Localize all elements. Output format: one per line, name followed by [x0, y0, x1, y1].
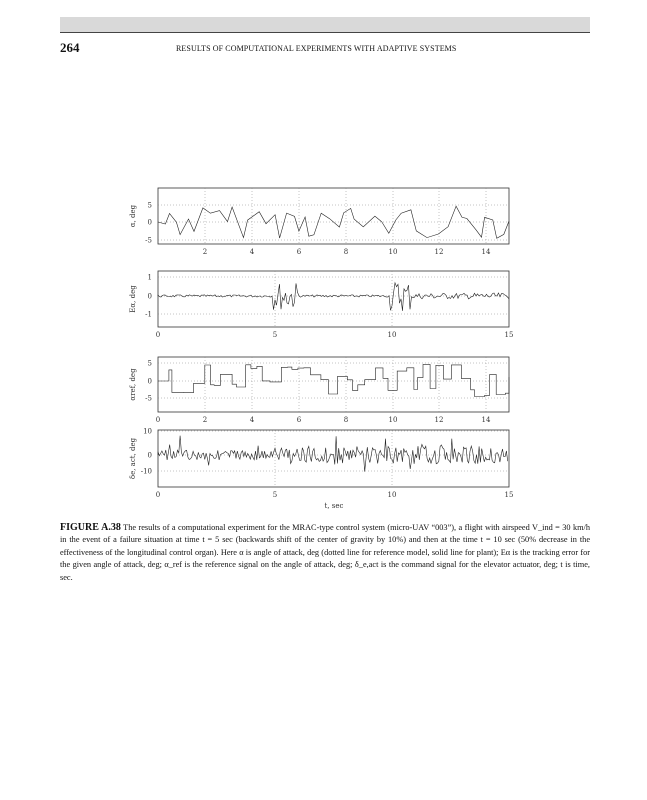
y-tick-label: 0	[147, 377, 152, 386]
x-tick-label: 10	[388, 416, 398, 424]
y-tick-label: 5	[147, 359, 152, 368]
caption-label: FIGURE A.38	[60, 522, 121, 533]
running-head: RESULTS OF COMPUTATIONAL EXPERIMENTS WITH ADAPTIVE SYSTEMS	[176, 44, 457, 53]
x-tick-label: 10	[387, 491, 397, 499]
page-number: 264	[60, 40, 80, 55]
x-tick-label: 10	[387, 331, 397, 339]
x-tick-label: 12	[434, 248, 444, 256]
plot-frame	[158, 271, 509, 327]
signal-trace	[158, 436, 508, 472]
x-tick-label: 5	[272, 331, 278, 339]
x-tick-label: 4	[249, 248, 255, 256]
x-tick-label: 6	[296, 248, 302, 256]
y-tick-label: 0	[147, 292, 152, 301]
y-tick-label: -1	[145, 310, 152, 319]
figure-caption	[60, 522, 590, 584]
x-tick-label: 15	[504, 491, 514, 499]
x-tick-label: 14	[481, 248, 491, 256]
y-tick-label: 0	[147, 451, 152, 460]
plot-frame	[158, 188, 509, 244]
y-tick-label: -5	[145, 236, 152, 245]
y-axis-label: δe, act, deg	[129, 437, 137, 480]
x-tick-label: 8	[343, 416, 349, 424]
signal-trace	[158, 206, 509, 238]
y-axis-label: α, deg	[129, 204, 137, 228]
x-tick-label: 6	[296, 416, 302, 424]
y-axis-label: αref, deg	[129, 368, 137, 401]
y-tick-label: 10	[143, 427, 152, 436]
y-tick-label: -5	[145, 394, 152, 403]
x-tick-label: 0	[155, 331, 161, 339]
y-tick-label: 1	[147, 273, 152, 282]
caption-text: The results of a computational experiment for the MRAC-type control system (micro-UAV “003”), a flight with airspeed V_ind = 30 km/h in the event of a failure situation at time t = 5 sec (backwards shift of the center of gravity by 10%) and then at the time t = 10 sec (50% decrease in the effectiveness of the longitudinal control organ). Here α is angle of attack, deg (dotted line for reference model, solid line for plant); Eα is the tracking error for the given angle of attack, deg; α_ref is the reference signal on the angle of attack, deg; δ_e,act is the command signal for the elevator actuator, deg; t is time, sec.	[60, 523, 590, 582]
x-tick-label: 8	[343, 248, 349, 256]
x-tick-label: 12	[434, 416, 444, 424]
x-tick-label: 0	[155, 416, 161, 424]
y-tick-label: 5	[147, 201, 152, 210]
x-tick-label: 2	[202, 248, 208, 256]
x-tick-label: 4	[249, 416, 255, 424]
y-axis-label: Eα, deg	[129, 285, 137, 313]
x-tick-label: 10	[388, 248, 398, 256]
x-tick-label: 5	[272, 491, 278, 499]
x-axis-label: t, sec	[324, 502, 344, 510]
x-tick-label: 0	[155, 491, 161, 499]
y-tick-label: 0	[147, 218, 152, 227]
x-tick-label: 14	[481, 416, 491, 424]
signal-trace	[158, 364, 509, 396]
signal-trace	[158, 283, 509, 311]
x-tick-label: 15	[504, 331, 514, 339]
x-tick-label: 2	[202, 416, 208, 424]
y-tick-label: -10	[140, 467, 152, 476]
